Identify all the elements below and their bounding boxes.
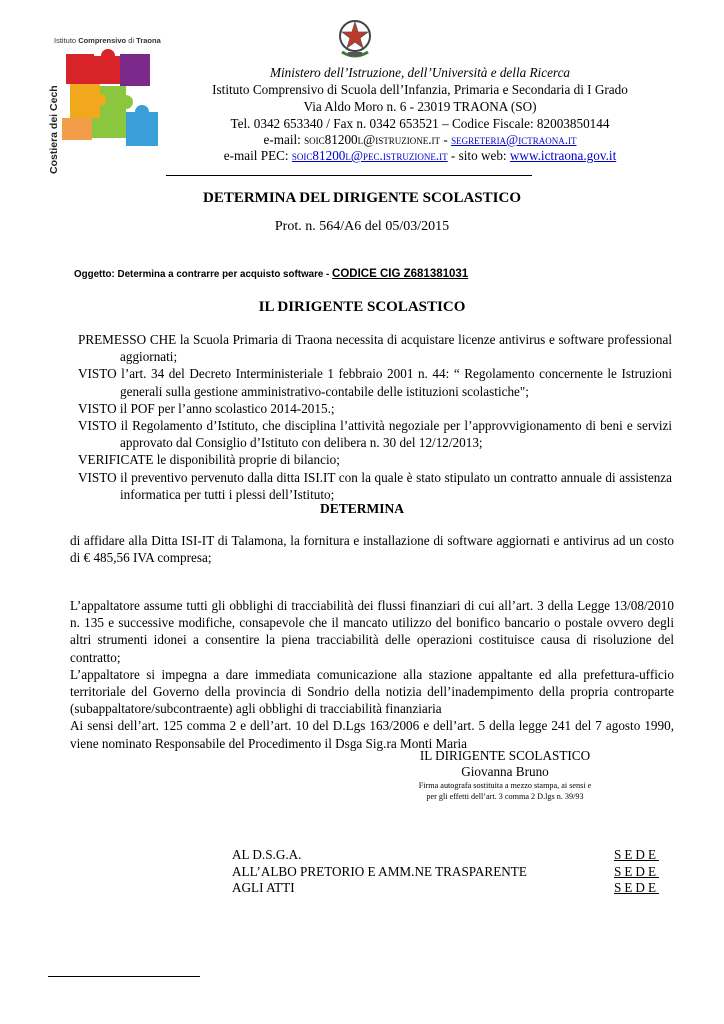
pec-email-link[interactable]: soic81200l@pec.istruzione.it — [291, 148, 448, 163]
recipient-row: AGLI ATTI SEDE — [232, 880, 659, 895]
premise-item: VISTO il Regolamento d’Istituto, che disciplina l’attività negoziale per l’approvvigionamento di beni e servizi approvato dal Consiglio d’Istituto con delibera n. 30 del 12/12/2013; — [78, 418, 672, 451]
ministry-line: Ministero dell’Istruzione, dell’Università e della Ricerca — [269, 65, 571, 80]
school-name: Istituto Comprensivo di Scuola dell’Infanzia, Primaria e Secondaria di I Grado — [212, 82, 628, 97]
recipient-row: AL D.S.G.A. SEDE — [232, 847, 659, 862]
pec-line: e-mail PEC: soic81200l@pec.istruzione.it - sito web: www.ictraona.gov.it — [223, 148, 617, 163]
subject-line: Oggetto: Determina a contrarre per acquisto software - CODICE CIG Z681381031 — [74, 268, 469, 280]
email-line: e-mail: soic81200l@istruzione.it - segreteria@ictraona.it — [263, 132, 577, 147]
premise-item: VISTO l’art. 34 del Decreto Interministeriale 1 febbraio 2001 n. 44: “ Regolamento concernente le Istruzioni generali sulla gestione amministrativo-contabile delle istituzioni scolastiche"; — [78, 366, 672, 399]
signature-block — [380, 748, 630, 802]
cig-code: CODICE CIG Z681381031 — [332, 268, 469, 280]
logo-vertical-text: Costiera dei Cech — [48, 85, 60, 174]
recipient-row: ALL’ALBO PRETORIO E AMM.NE TRASPARENTE SEDE — [232, 863, 659, 879]
determina-heading: DETERMINA — [319, 501, 404, 516]
header-divider — [166, 175, 532, 176]
protocol-number: Prot. n. 564/A6 del 05/03/2015 — [274, 219, 450, 234]
premise-item: VERIFICATE le disponibilità proprie di bilancio; — [78, 452, 340, 468]
signature-note: Firma autografa sostituita a mezzo stampa, ai sensi e — [418, 781, 592, 790]
phone-line: Tel. 0342 653340 / Fax n. 0342 653521 – Codice Fiscale: 82003850144 — [230, 116, 610, 131]
determina-text: di affidare alla Ditta ISI-IT di Talamona, la fornitura e installazione di software aggiornati e antivirus ad un costo di € 485,56 IVA compresa; — [70, 533, 674, 566]
premise-item: VISTO il preventivo pervenuto dalla ditta ISI.IT con la quale è stato stipulato un contratto annuale di assistenza informatica per tutti i plessi dell’Istituto; — [78, 469, 672, 502]
document-title: DETERMINA DEL DIRIGENTE SCOLASTICO — [203, 190, 521, 206]
clause-paragraph: Ai sensi dell’art. 125 comma 2 e dell’art. 10 del D.Lgs 163/2006 e dell’art. 5 della legge 241 del 7 agosto 1990, viene nominato Responsabile del Procedimento il Dsga Sig.ra Monti Maria — [70, 718, 674, 751]
signature-role: IL DIRIGENTE SCOLASTICO — [419, 748, 591, 763]
premises-list — [78, 331, 672, 503]
premise-item: PREMESSO CHE la Scuola Primaria di Traona necessita di acquistare licenze antivirus e software professional aggiornati; — [78, 332, 672, 365]
website-link[interactable]: www.ictraona.gov.it — [509, 148, 617, 163]
italian-republic-emblem-icon — [336, 16, 374, 60]
premise-item: VISTO il POF per l’anno scolastico 2014-2015.; — [78, 400, 335, 416]
clause-paragraph: L’appaltatore assume tutti gli obblighi di tracciabilità dei flussi finanziari di cui all’art. 3 della Legge 13/08/2010 n. 135 e successive modifiche, consapevole che il mancato utilizzo del bonifico bancario o postale ovvero degli altri strumenti idonei a consentire la piena tracciabilità delle operazioni costituisce causa di risoluzione del contratto; — [70, 598, 674, 665]
school-logo — [48, 30, 166, 174]
signature-name: Giovanna Bruno — [461, 764, 549, 779]
email-address: soic81200l@istruzione.it — [304, 132, 441, 147]
clauses — [70, 597, 674, 752]
logo-institute-text: Istituto Comprensivo di Traona — [54, 36, 161, 45]
clause-paragraph: L’appaltatore si impegna a dare immediata comunicazione alla stazione appaltante ed alla prefettura-ufficio territoriale del Governo della provincia di Sondrio della notizia dell’inadempimento della propria controparte (subappaltatore/subcontraente) agli obblighi di tracciabilità finanziaria — [70, 666, 674, 717]
recipients-list — [232, 847, 659, 897]
signature-note: per gli effetti dell’art. 3 comma 2 D.lgs n. 39/93 — [426, 792, 584, 801]
section-title: IL DIRIGENTE SCOLASTICO — [258, 299, 466, 315]
puzzle-icon — [62, 46, 166, 150]
email-link-segreteria[interactable]: segreteria@ictraona.it — [451, 132, 577, 147]
school-address: Via Aldo Moro n. 6 - 23019 TRAONA (SO) — [303, 99, 537, 114]
footnote-divider — [48, 976, 200, 977]
